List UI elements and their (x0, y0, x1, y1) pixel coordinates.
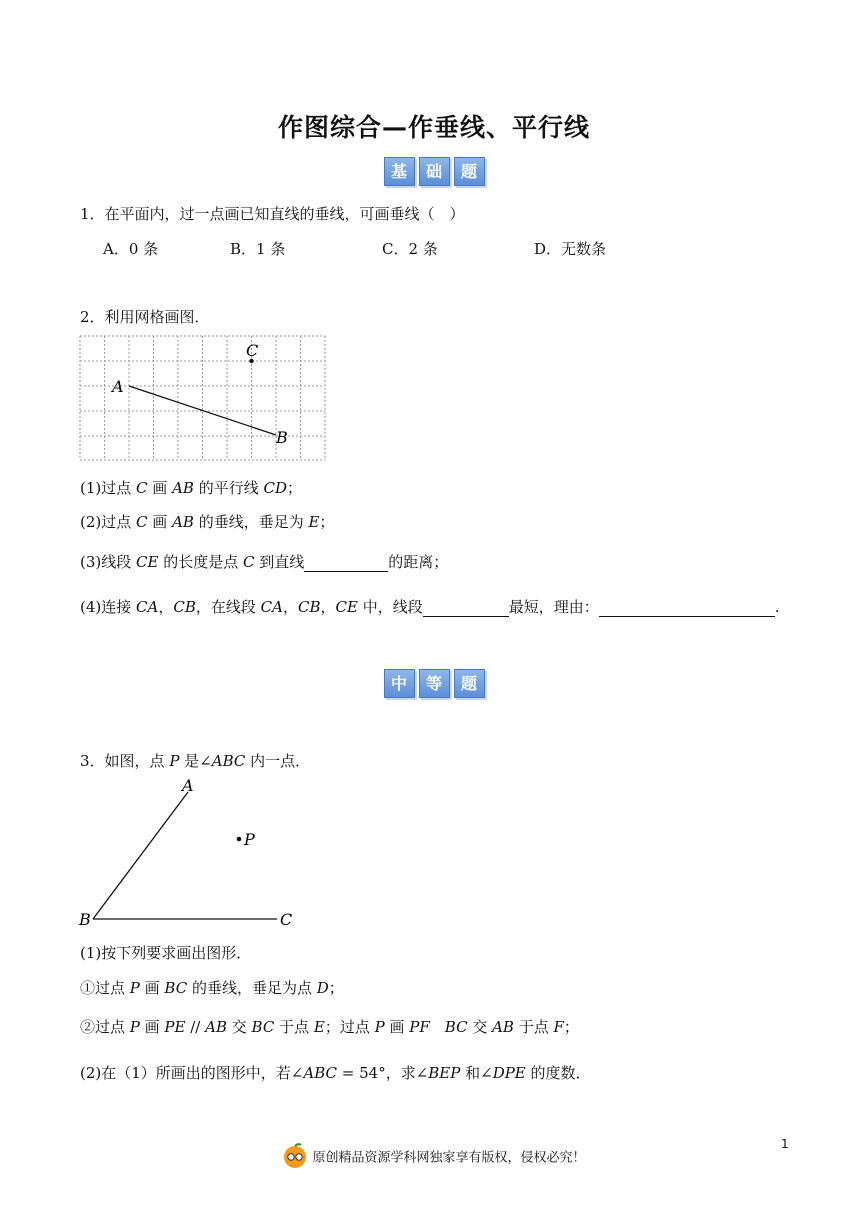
question-1-stem: 1．在平面内，过一点画已知直线的垂线，可画垂线（ ） (80, 205, 465, 223)
page-title: 作图综合—作垂线、平行线 (277, 113, 590, 142)
angle-figure (75, 775, 305, 935)
logo-icon (282, 1143, 308, 1169)
answer-blank[interactable] (304, 555, 388, 572)
label-a: A (182, 776, 194, 795)
question-3-stem: 3．如图，点 P 是∠ABC 内一点． (80, 752, 311, 770)
footer (0, 1143, 868, 1169)
label-a: A (112, 377, 124, 396)
q2-part-2: (2)过点 C 画 AB 的垂线，垂足为 E； (80, 513, 335, 531)
q1-option-c: C．2 条 (382, 240, 438, 258)
q1-option-b: B．1 条 (230, 240, 286, 258)
label-c: C (280, 910, 293, 929)
footer-text: 原创精品资源学科网独家享有版权，侵权必究！ (312, 1150, 586, 1166)
q2-part-4: (4)连接 CA，CB，在线段 CA，CB，CE 中，线段 最短，理由： . (80, 598, 780, 616)
q2-part-3: (3)线段 CE 的长度是点 C 到直线 的距离； (80, 553, 449, 571)
answer-blank[interactable] (423, 600, 509, 617)
badge-char: 中 (384, 669, 415, 698)
ray-ba (93, 792, 188, 919)
badge-char: 等 (419, 669, 450, 698)
question-2-stem: 2．利用网格画图． (80, 308, 210, 326)
page-number: 1 (781, 1137, 789, 1151)
q2-part-1: (1)过点 C 画 AB 的平行线 CD； (80, 479, 302, 497)
q3-step-2: ②过点 P 画 PE // AB 交 BC 于点 E；过点 P 画 PF BC 交 AB 于点 F； (80, 1018, 579, 1036)
badge-char: 题 (454, 669, 485, 698)
answer-blank[interactable] (599, 600, 775, 617)
label-b: B (276, 428, 288, 447)
label-c: C (246, 341, 259, 360)
q3-part-2: (2)在（1）所画出的图形中，若∠ABC = 54°，求∠BEP 和∠DPE 的度数． (80, 1064, 591, 1082)
q1-option-d: D．无数条 (534, 240, 607, 258)
point-p (237, 837, 242, 842)
label-p: P (244, 830, 255, 849)
grid-figure (75, 333, 335, 463)
badge-char: 题 (454, 157, 485, 186)
section-badge-basic (0, 157, 868, 186)
q3-step-1: ①过点 P 画 BC 的垂线，垂足为点 D； (80, 979, 344, 997)
q1-option-a: A．0 条 (103, 240, 159, 258)
badge-char: 基 (384, 157, 415, 186)
label-b: B (79, 910, 91, 929)
badge-char: 础 (419, 157, 450, 186)
q3-part-1: (1)按下列要求画出图形． (80, 944, 252, 962)
section-badge-medium (0, 669, 868, 698)
